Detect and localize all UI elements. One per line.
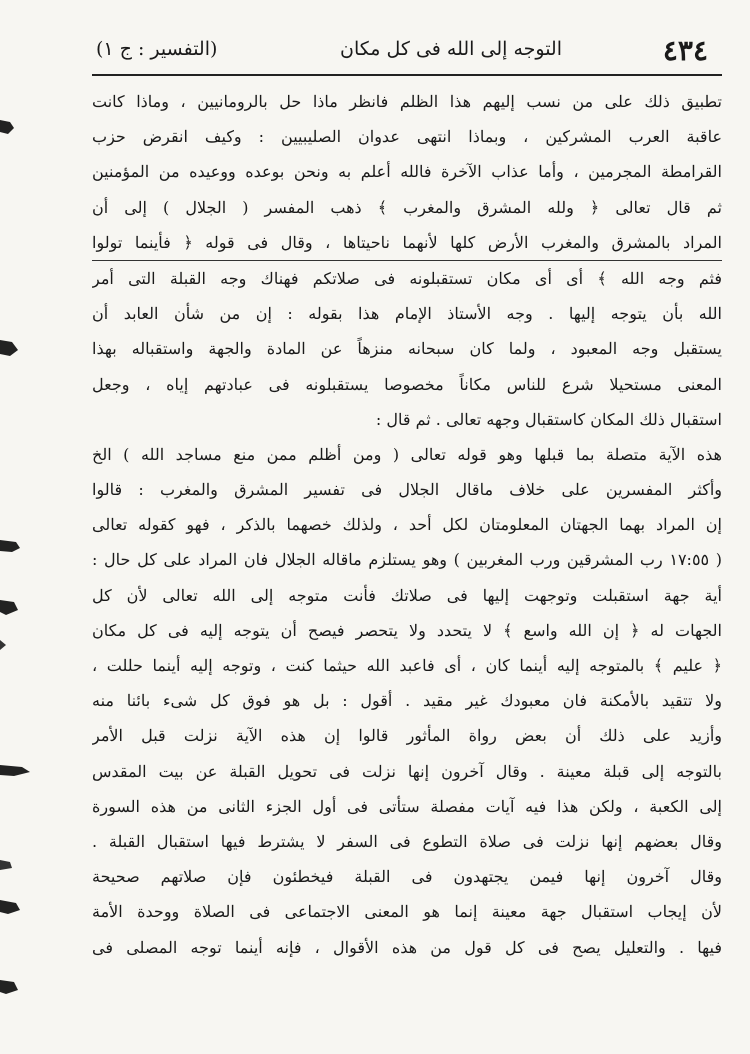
text-line: وأكثر المفسرين على خلاف ماقال الجلال فى تفسير المشرق والمغرب : قالوا: [92, 480, 722, 500]
text-line: ( ١٧:٥٥ رب المشرقين ورب المغربين ) وهو يستلزم ماقاله الجلال فان المراد على كل حال :: [92, 550, 722, 570]
text-line: ولا تتقيد بالأمكنة فان معبودك غير مقيد . أقول : بل هو فوق كل شىء بائنا منه: [92, 691, 722, 711]
page-header: [92, 34, 722, 72]
text-line: وقال بعضهم إنها نزلت فى صلاة التطوع فى السفر لا يشترط فيها استقبال القبلة .: [92, 831, 722, 851]
text-line: هذه الآية متصلة بما قبلها وهو قوله تعالى ( ومن أظلم ممن منع مساجد الله ) الخ: [92, 444, 722, 464]
text-line: الجهات له ﴿ إن الله واسع ﴾ لا يتحدد ولا يتحصر فيصح أن يتوجه إليه فى كل مكان: [92, 620, 722, 640]
text-line: إلى الكعبة ، ولكن هذا فيه آيات مفصلة ستأتى فى أول الجزء الثانى من هذه السورة: [92, 796, 722, 816]
text-line: إن المراد بهما الجهتان المعلومتان لكل أحد ، ولذلك خصهما بالذكر ، فهو كقوله تعالى: [92, 515, 722, 535]
text-line: ثم قال تعالى ﴿ ولله المشرق والمغرب ﴾ ذهب المفسر ( الجلال ) إلى أن: [92, 197, 722, 217]
body-text: [92, 84, 722, 965]
text-line: استقبال ذلك المكان كاستقبال وجهه تعالى . ثم قال :: [375, 409, 722, 429]
text-line: لأن إيجاب استقبال جهة معينة إنما هو المعنى الاجتماعى فى الصلاة ووحدة الأمة: [92, 902, 722, 922]
text-line: وقال آخرون إنها فيمن يجتهدون فى القبلة فيخطئون فإن صلاتهم صحيحة: [92, 867, 722, 887]
text-line: بالتوجه إلى قبلة معينة . وقال آخرون إنها نزلت فى تحويل القبلة عن بيت المقدس: [92, 761, 722, 781]
text-line: يستقبل وجه المعبود ، ولما كان سبحانه منزهاً عن المادة والجهة واستقباله بهذا: [92, 339, 722, 359]
text-line: عاقبة العرب المشركين ، وبماذا انتهى عدوان الصليبيين : وكيف انقرض حزب: [92, 127, 722, 147]
text-line: فثم وجه الله ﴾ أى أى مكان تستقبلونه فى صلاتكم فهناك وجه القبلة التى أمر: [92, 268, 722, 288]
running-title: التوجه إلى الله فى كل مكان: [340, 38, 562, 60]
text-line: أية جهة استقبلت وتوجهت إليها فى صلاتك فأنت متوجه إلى الله تعالى لأن كل: [92, 585, 722, 605]
text-line: القرامطة المجرمين ، وأما عذاب الآخرة فالله أعلم به ونحن بوعده ووعيده من المؤمنين: [92, 162, 722, 182]
book-page: [92, 34, 722, 1044]
text-line: وأزيد على ذلك أن بعض رواة المأثور قالوا إن هذه الآية نزلت قبل الأمر: [92, 726, 722, 746]
text-line: ﴿ عليم ﴾ بالمتوجه إليه أينما كان ، أى فاعبد الله حيثما كنت ، وتوجه إليه أينما حللت ،: [92, 656, 722, 675]
text-line: المعنى مستحيلا شرع للناس مكاناً مخصوصا يستقبلونه فى عبادتهم إياه ، وجعل: [92, 374, 722, 394]
text-line: تطبيق ذلك على من نسب إليهم هذا الظلم فانظر ماذا حل بالرومانيين ، وماذا كانت: [92, 92, 722, 111]
section-reference: (التفسير : ج ١): [96, 38, 218, 60]
text-line: فيها . والتعليل يصح فى كل قول من هذه الأقوال ، فإنه أينما توجه المصلى فى: [92, 937, 722, 957]
page-number: ٤٣٤: [662, 34, 708, 67]
header-rule: [92, 74, 722, 76]
text-line: المراد بالمشرق والمغرب الأرض كلها لأنهما ناحيتاها ، وقال فى قوله ﴿ فأينما تولوا: [92, 225, 722, 261]
scan-edge-artifacts: [0, 0, 40, 1054]
text-line: الله بأن يتوجه إليها . وجه الأستاذ الإمام هذا بقوله : إن من شأن العابد أن: [92, 304, 722, 324]
